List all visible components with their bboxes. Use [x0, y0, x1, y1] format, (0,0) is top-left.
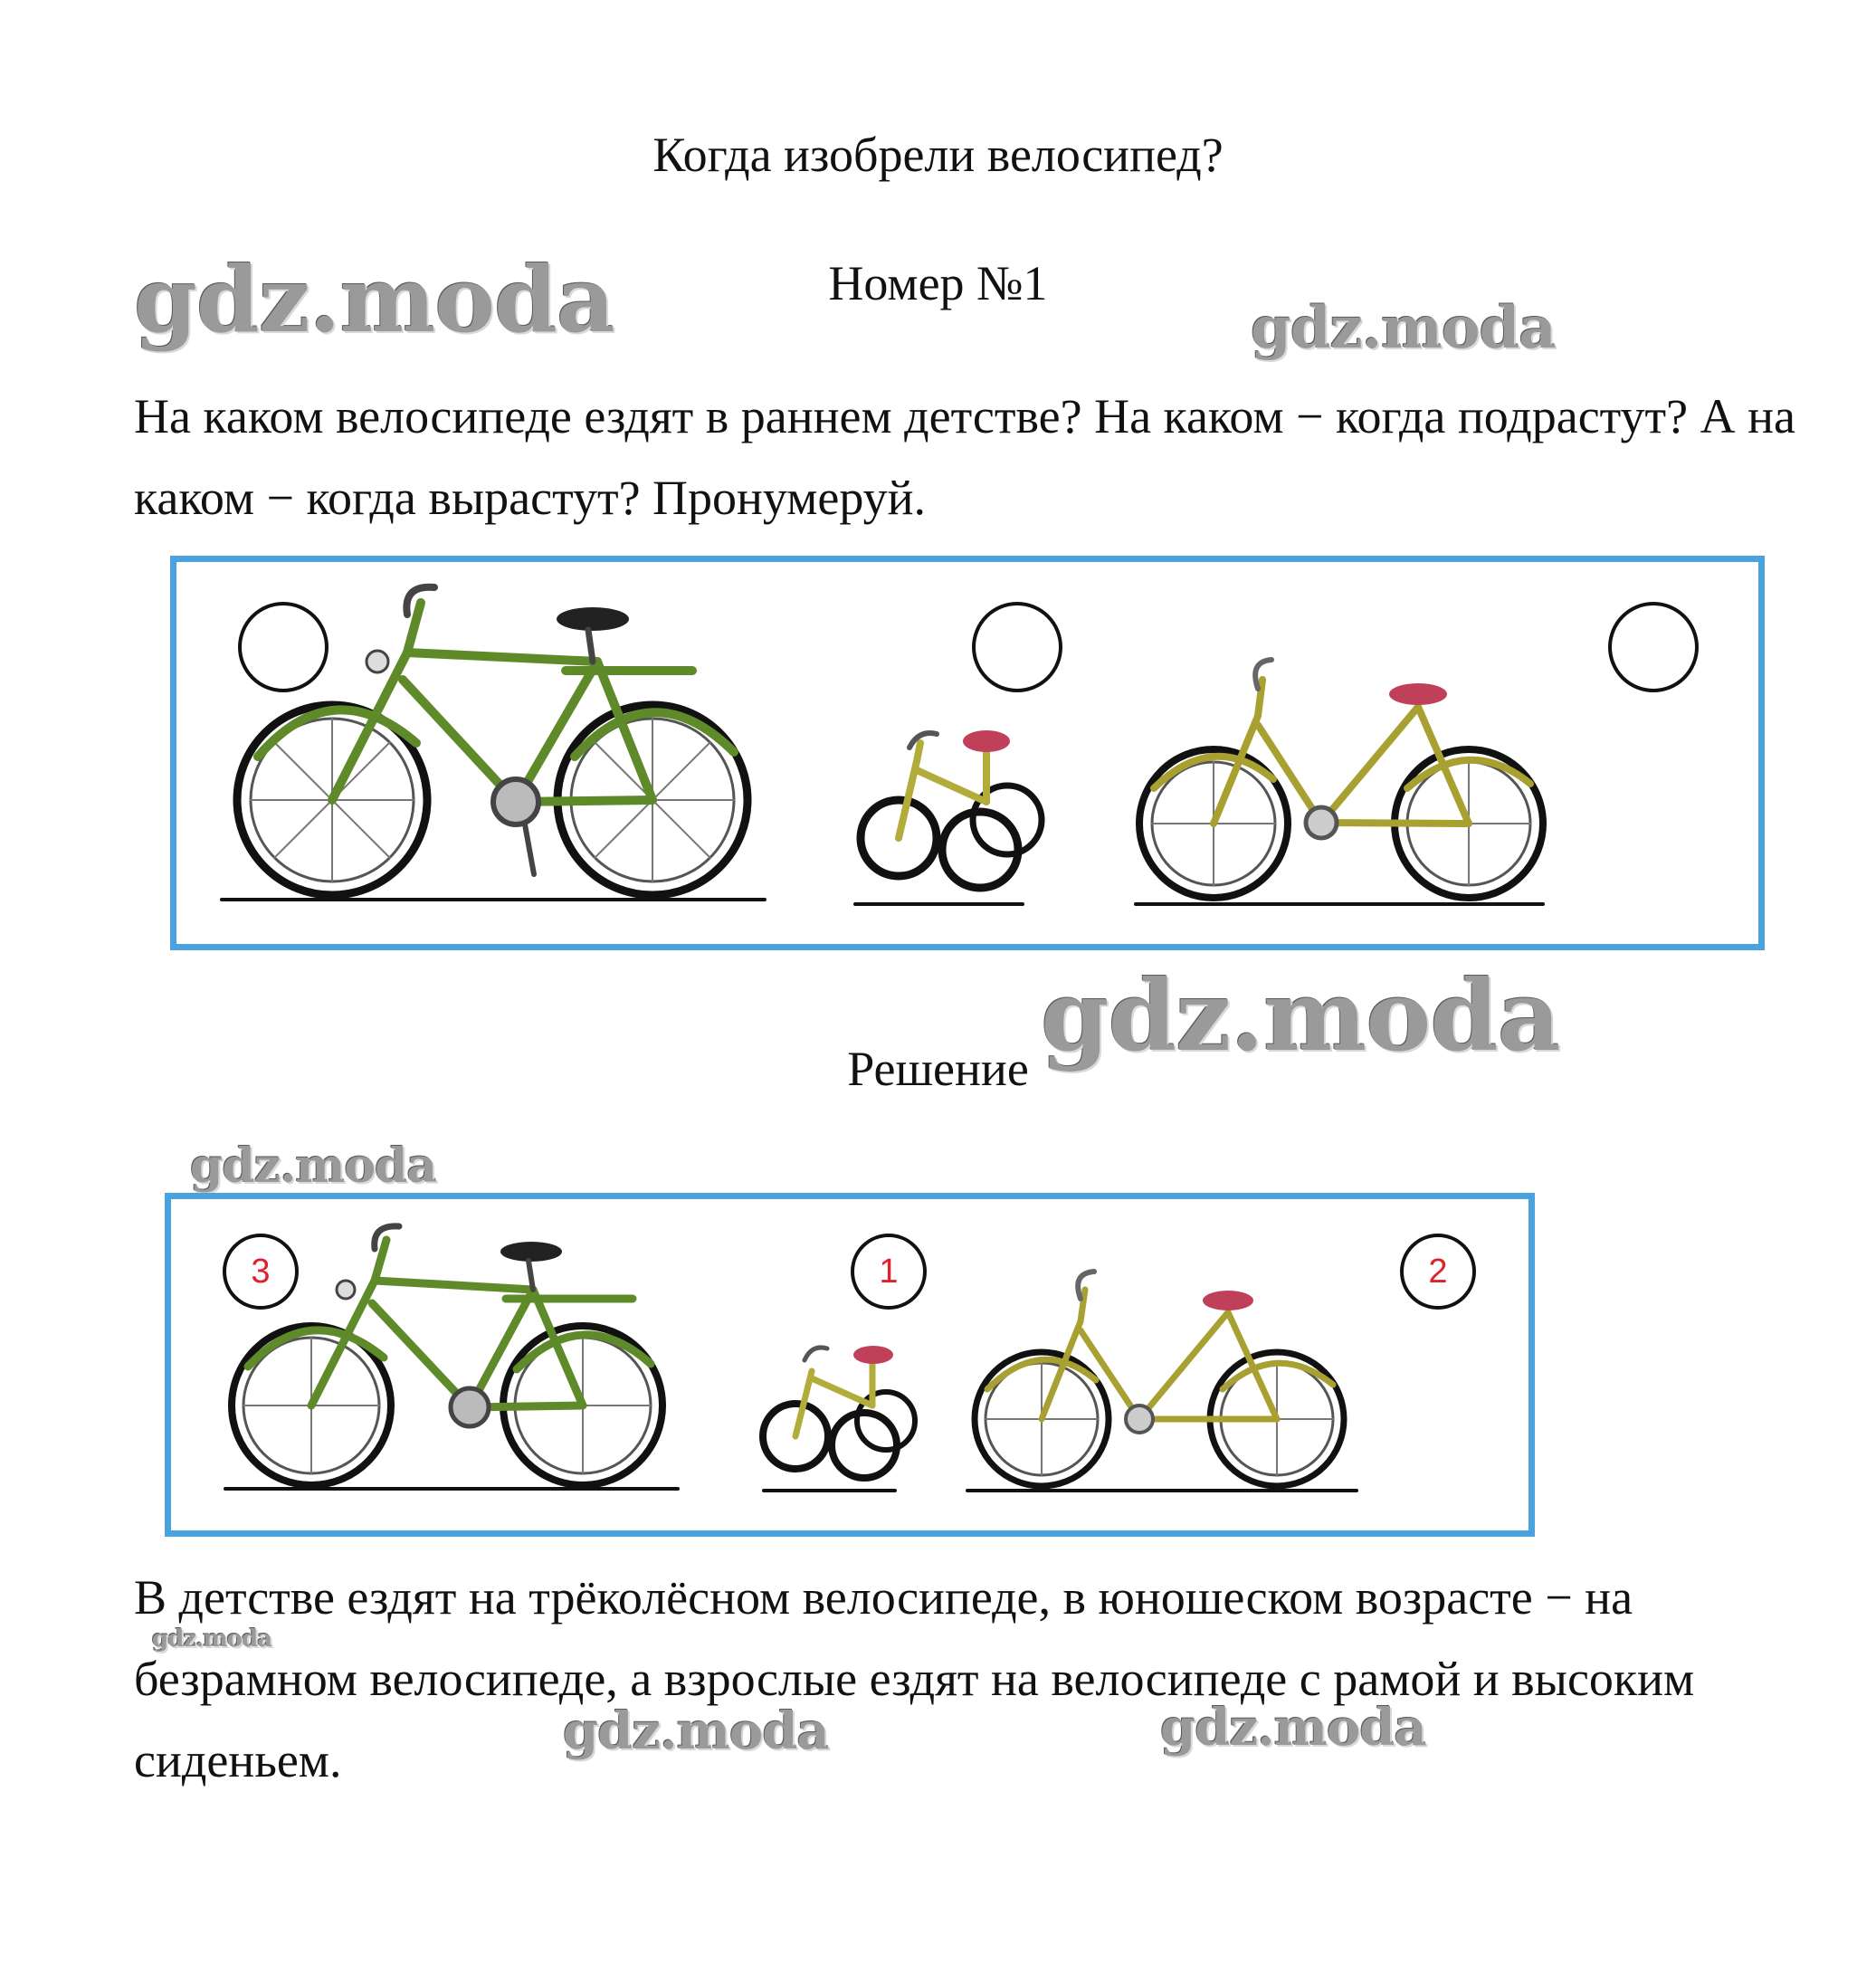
adult-bike-icon	[225, 1226, 678, 1489]
tricycle-icon	[763, 1346, 915, 1491]
adult-bike-icon	[222, 587, 765, 900]
watermark: gdz.moda	[134, 246, 614, 353]
solution-bike-illustrations	[171, 1199, 1528, 1530]
answer-circle-tricycle: 1	[851, 1234, 927, 1310]
task-number: Номер №1	[828, 256, 1048, 310]
solution-heading: Решение	[847, 1042, 1029, 1096]
watermark: gdz.moda	[190, 1139, 437, 1194]
watermark: gdz.moda	[1160, 1698, 1426, 1758]
answer-circle-teen: 2	[1400, 1234, 1476, 1310]
teen-bike-icon	[1136, 660, 1543, 904]
watermark: gdz.moda	[1041, 959, 1560, 1073]
task-text: На каком велосипеде ездят в раннем детстве? На каком − когда подрастут? А на каком − когда вырастут? Пронумеруй.	[134, 389, 1795, 525]
watermark: gdz.moda	[563, 1701, 829, 1761]
solution-bike-frame	[165, 1193, 1535, 1537]
page-title: Когда изобрели велосипед?	[652, 128, 1224, 182]
watermark: gdz.moda	[152, 1625, 272, 1653]
watermark: gdz.moda	[1251, 294, 1556, 362]
task-bike-frame	[170, 556, 1765, 950]
teen-bike-icon	[967, 1272, 1357, 1491]
bike-illustrations	[176, 562, 1758, 944]
answer-circle-adult: 3	[223, 1234, 299, 1310]
answer-text: В детстве ездят на трёколёсном велосипеде, в юношеском возрасте − на безрамном велосипеде, а взрослые ездят на велосипеде с рамой и высоким сиденьем.	[134, 1570, 1695, 1787]
tricycle-icon	[855, 730, 1042, 904]
